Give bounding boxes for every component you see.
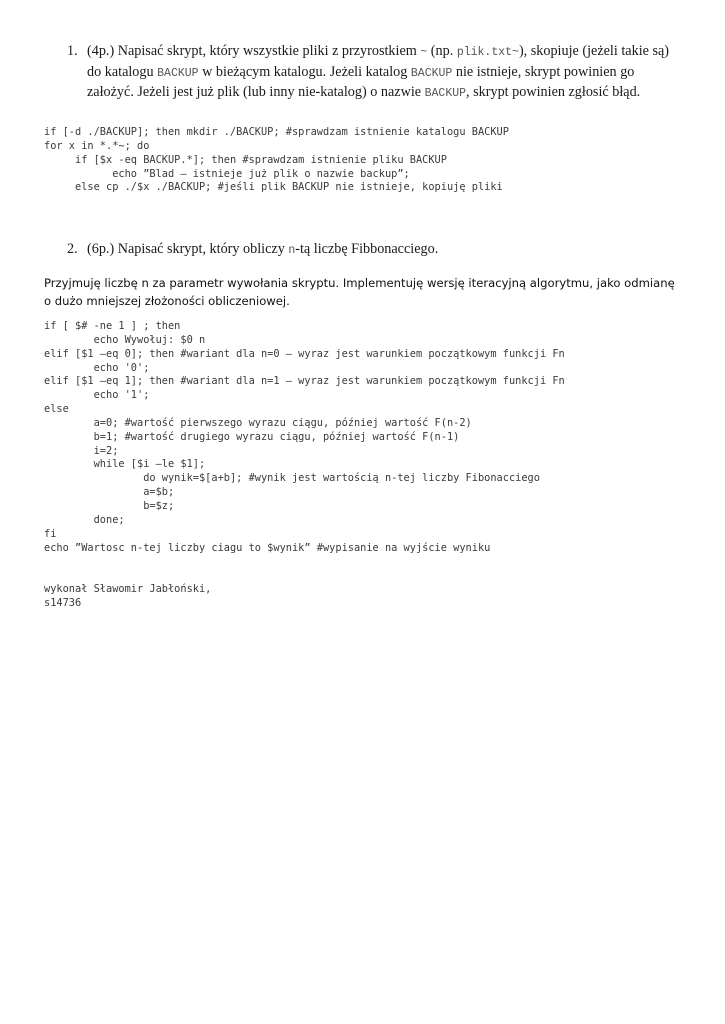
code-line: echo ”Wartosc n-tej liczby ciagu to $wynik” #wypisanie na wyjście wyniku bbox=[44, 541, 491, 554]
code-line: a=$b; bbox=[44, 486, 175, 499]
code-line: a=0; #wartość pierwszego wyrazu ciągu, później wartość F(n-2) bbox=[44, 416, 472, 429]
signature-name: wykonał Sławomir Jabłoński, bbox=[44, 583, 212, 595]
code-line: do wynik=$[a+b]; #wynik jest wartością n-tej liczby Fibonacciego bbox=[44, 472, 540, 485]
code-line: echo '0'; bbox=[44, 361, 150, 374]
code-line: i=2; bbox=[44, 444, 119, 457]
code-line: b=$z; bbox=[44, 499, 175, 512]
code-line: b=1; #wartość drugiego wyrazu ciągu, później wartość F(n-1) bbox=[44, 430, 460, 443]
code-line: elif [$1 –eq 0]; then #wariant dla n=0 – wyraz jest warunkiem początkowym funkcji Fn bbox=[44, 347, 565, 360]
task-1-text: (4p.) Napisać skrypt, który wszystkie pliki z przyrostkiem ~ (np. plik.txt~), skopiuje (jeżeli takie są) do katalogu BACKUP w bieżącym katalogu. Jeżeli katalog BACKUP nie istnieje, skrypt powinien go założyć. Jeżeli jest już plik (lub inny nie-katalog) o nazwie BACKUP, skrypt powinien zgłosić błąd. bbox=[87, 43, 670, 101]
code-line: echo ”Blad – istnieje już plik o nazwie backup”; bbox=[44, 167, 410, 180]
task-1-number: 1. bbox=[67, 43, 78, 59]
task-2-intro: Przyjmuję liczbę n za parametr wywołania skryptu. Implementuję wersję iteracyjną algorytmu, jako odmianę o dużo mniejszej złożoności obliczeniowej. bbox=[44, 276, 675, 308]
task-2-number: 2. bbox=[67, 241, 78, 257]
code-line: elif [$1 –eq 1]; then #wariant dla n=1 – wyraz jest warunkiem początkowym funkcji Fn bbox=[44, 375, 565, 388]
code-line: fi bbox=[44, 527, 57, 540]
code-line: while [$i –le $1]; bbox=[44, 458, 206, 471]
code-line: done; bbox=[44, 513, 125, 526]
code-line: for x in *.*~; do bbox=[44, 139, 150, 152]
task-2 bbox=[67, 240, 675, 261]
task-1 bbox=[67, 42, 675, 104]
code-line: if [$x -eq BACKUP.*]; then #sprawdzam istnienie pliku BACKUP bbox=[44, 153, 447, 166]
signature bbox=[44, 583, 211, 611]
code-line: echo Wywołuj: $0 n bbox=[44, 333, 206, 346]
signature-id: s14736 bbox=[44, 596, 82, 609]
code-line: if [ $# -ne 1 ] ; then bbox=[44, 320, 181, 332]
code-line: echo '1'; bbox=[44, 389, 150, 402]
code-line: else cp ./$x ./BACKUP; #jeśli plik BACKUP nie istnieje, kopiuję pliki bbox=[44, 181, 503, 194]
task-2-text: (6p.) Napisać skrypt, który obliczy n-tą liczbę Fibbonacciego. bbox=[87, 241, 439, 257]
code-line: else bbox=[44, 403, 69, 416]
task-1-code bbox=[44, 126, 509, 195]
task-2-code bbox=[44, 320, 565, 555]
code-line: if [-d ./BACKUP]; then mkdir ./BACKUP; #sprawdzam istnienie katalogu BACKUP bbox=[44, 126, 509, 138]
